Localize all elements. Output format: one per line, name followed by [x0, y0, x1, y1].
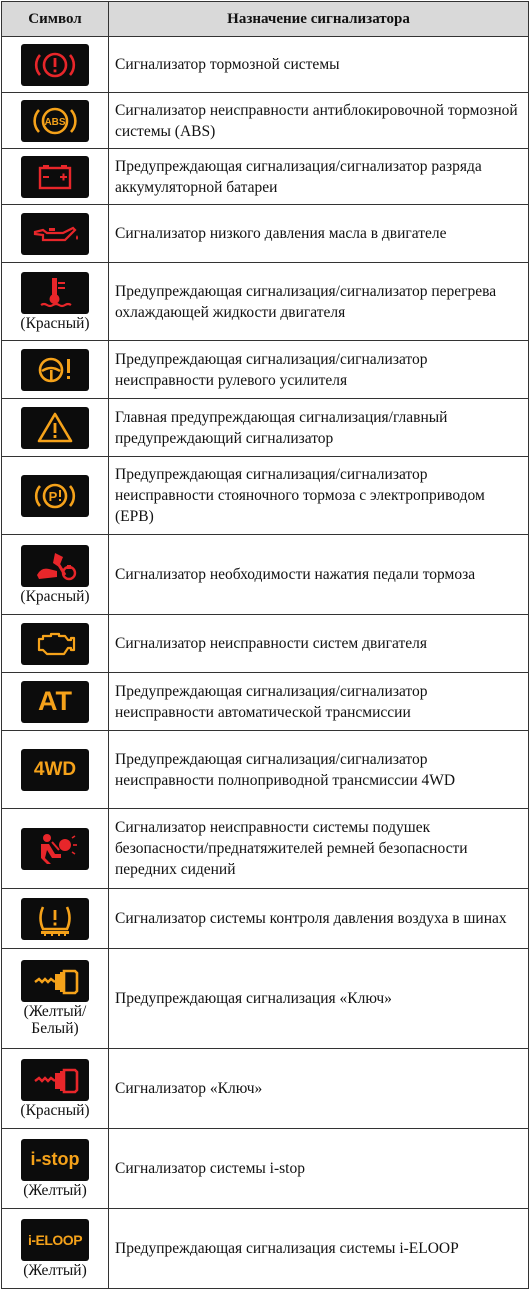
symbol-cell [2, 399, 109, 457]
table-row [2, 535, 529, 615]
table-row [2, 809, 529, 889]
description-cell: Сигнализатор неисправности систем двигателя [109, 615, 529, 673]
coolant-temperature-icon [21, 272, 89, 314]
symbol-cell [2, 949, 109, 1049]
table-row [2, 149, 529, 205]
table-row [2, 37, 529, 93]
tire-pressure-icon [21, 898, 89, 940]
table-row [2, 949, 529, 1049]
description-cell: Сигнализатор тормозной системы [109, 37, 529, 93]
color-note: (Желтый) [23, 1181, 87, 1199]
description-cell: Главная предупреждающая сигнализация/главный предупреждающий сигнализатор [109, 399, 529, 457]
description-cell: Предупреждающая сигнализация/сигнализатор разряда аккумуляторной батареи [109, 149, 529, 205]
color-note: (Красный) [20, 587, 90, 605]
abs-warning-icon [21, 100, 89, 142]
symbol-cell [2, 535, 109, 615]
description-cell: Предупреждающая сигнализация/сигнализатор неисправности стояночного тормоза с электроприводом (EPB) [109, 457, 529, 535]
symbol-cell [2, 615, 109, 673]
table-row [2, 263, 529, 341]
master-warning-icon [21, 407, 89, 449]
description-cell: Сигнализатор системы i-stop [109, 1129, 529, 1209]
description-cell: Сигнализатор необходимости нажатия педали тормоза [109, 535, 529, 615]
table-row [2, 341, 529, 399]
description-cell: Сигнализатор неисправности антиблокировочной тормозной системы (ABS) [109, 93, 529, 149]
description-cell: Предупреждающая сигнализация/сигнализатор неисправности рулевого усилителя [109, 341, 529, 399]
4wd-icon [21, 749, 89, 791]
symbol-cell [2, 1129, 109, 1209]
check-engine-icon [21, 623, 89, 665]
description-cell: Предупреждающая сигнализация/сигнализатор перегрева охлаждающей жидкости двигателя [109, 263, 529, 341]
symbol-cell [2, 93, 109, 149]
table-row [2, 93, 529, 149]
symbol-cell [2, 731, 109, 809]
description-cell: Сигнализатор «Ключ» [109, 1049, 529, 1129]
symbol-cell [2, 809, 109, 889]
battery-icon [21, 156, 89, 198]
description-cell: Сигнализатор системы контроля давления воздуха в шинах [109, 889, 529, 949]
svg-text:ABS: ABS [44, 116, 66, 128]
4wd-icon-label: 4WD [33, 758, 77, 780]
purpose-column-header: Назначение сигнализатора [109, 2, 529, 37]
key-icon [21, 1059, 89, 1101]
description-cell: Сигнализатор низкого давления масла в двигателе [109, 205, 529, 263]
brake-pedal-icon [21, 545, 89, 587]
color-note: (Желтый/ Белый) [23, 1003, 87, 1037]
description-cell: Сигнализатор неисправности системы подушек безопасности/преднатяжителей ремней безопасности передних сидений [109, 809, 529, 889]
description-cell: Предупреждающая сигнализация/сигнализатор неисправности автоматической трансмиссии [109, 673, 529, 731]
table-header-row [2, 2, 529, 37]
color-note: (Желтый) [23, 1261, 87, 1279]
table-row [2, 1049, 529, 1129]
symbol-cell [2, 1049, 109, 1129]
airbag-icon [21, 828, 89, 870]
table-row [2, 205, 529, 263]
parking-brake-epb-icon [21, 475, 89, 517]
table-row [2, 457, 529, 535]
symbol-cell [2, 149, 109, 205]
oil-pressure-icon [21, 213, 89, 255]
description-cell: Предупреждающая сигнализация системы i-ELOOP [109, 1209, 529, 1289]
i-eloop-icon [21, 1219, 89, 1261]
table-row [2, 1129, 529, 1209]
table-row [2, 1209, 529, 1289]
key-icon [21, 960, 89, 1002]
i-stop-icon-label: i-stop [30, 1149, 80, 1169]
symbol-cell [2, 37, 109, 93]
i-stop-icon [21, 1139, 89, 1181]
table-row [2, 889, 529, 949]
brake-warning-icon [21, 44, 89, 86]
svg-text:P: P [48, 488, 58, 504]
table-row [2, 615, 529, 673]
power-steering-icon [21, 349, 89, 391]
symbol-cell [2, 263, 109, 341]
warning-lights-table [1, 1, 529, 1289]
symbol-cell [2, 673, 109, 731]
symbol-cell [2, 341, 109, 399]
color-note: (Красный) [20, 314, 90, 332]
symbol-cell [2, 889, 109, 949]
symbol-column-header: Символ [2, 2, 109, 37]
description-cell: Предупреждающая сигнализация «Ключ» [109, 949, 529, 1049]
symbol-cell [2, 205, 109, 263]
at-icon [21, 681, 89, 723]
at-icon-label: AT [38, 686, 72, 716]
symbol-cell [2, 457, 109, 535]
table-row [2, 673, 529, 731]
symbol-cell [2, 1209, 109, 1289]
table-row [2, 731, 529, 809]
i-eloop-icon-label: i-ELOOP [27, 1231, 83, 1248]
table-row [2, 399, 529, 457]
description-cell: Предупреждающая сигнализация/сигнализатор неисправности полноприводной трансмиссии 4WD [109, 731, 529, 809]
color-note: (Красный) [20, 1101, 90, 1119]
